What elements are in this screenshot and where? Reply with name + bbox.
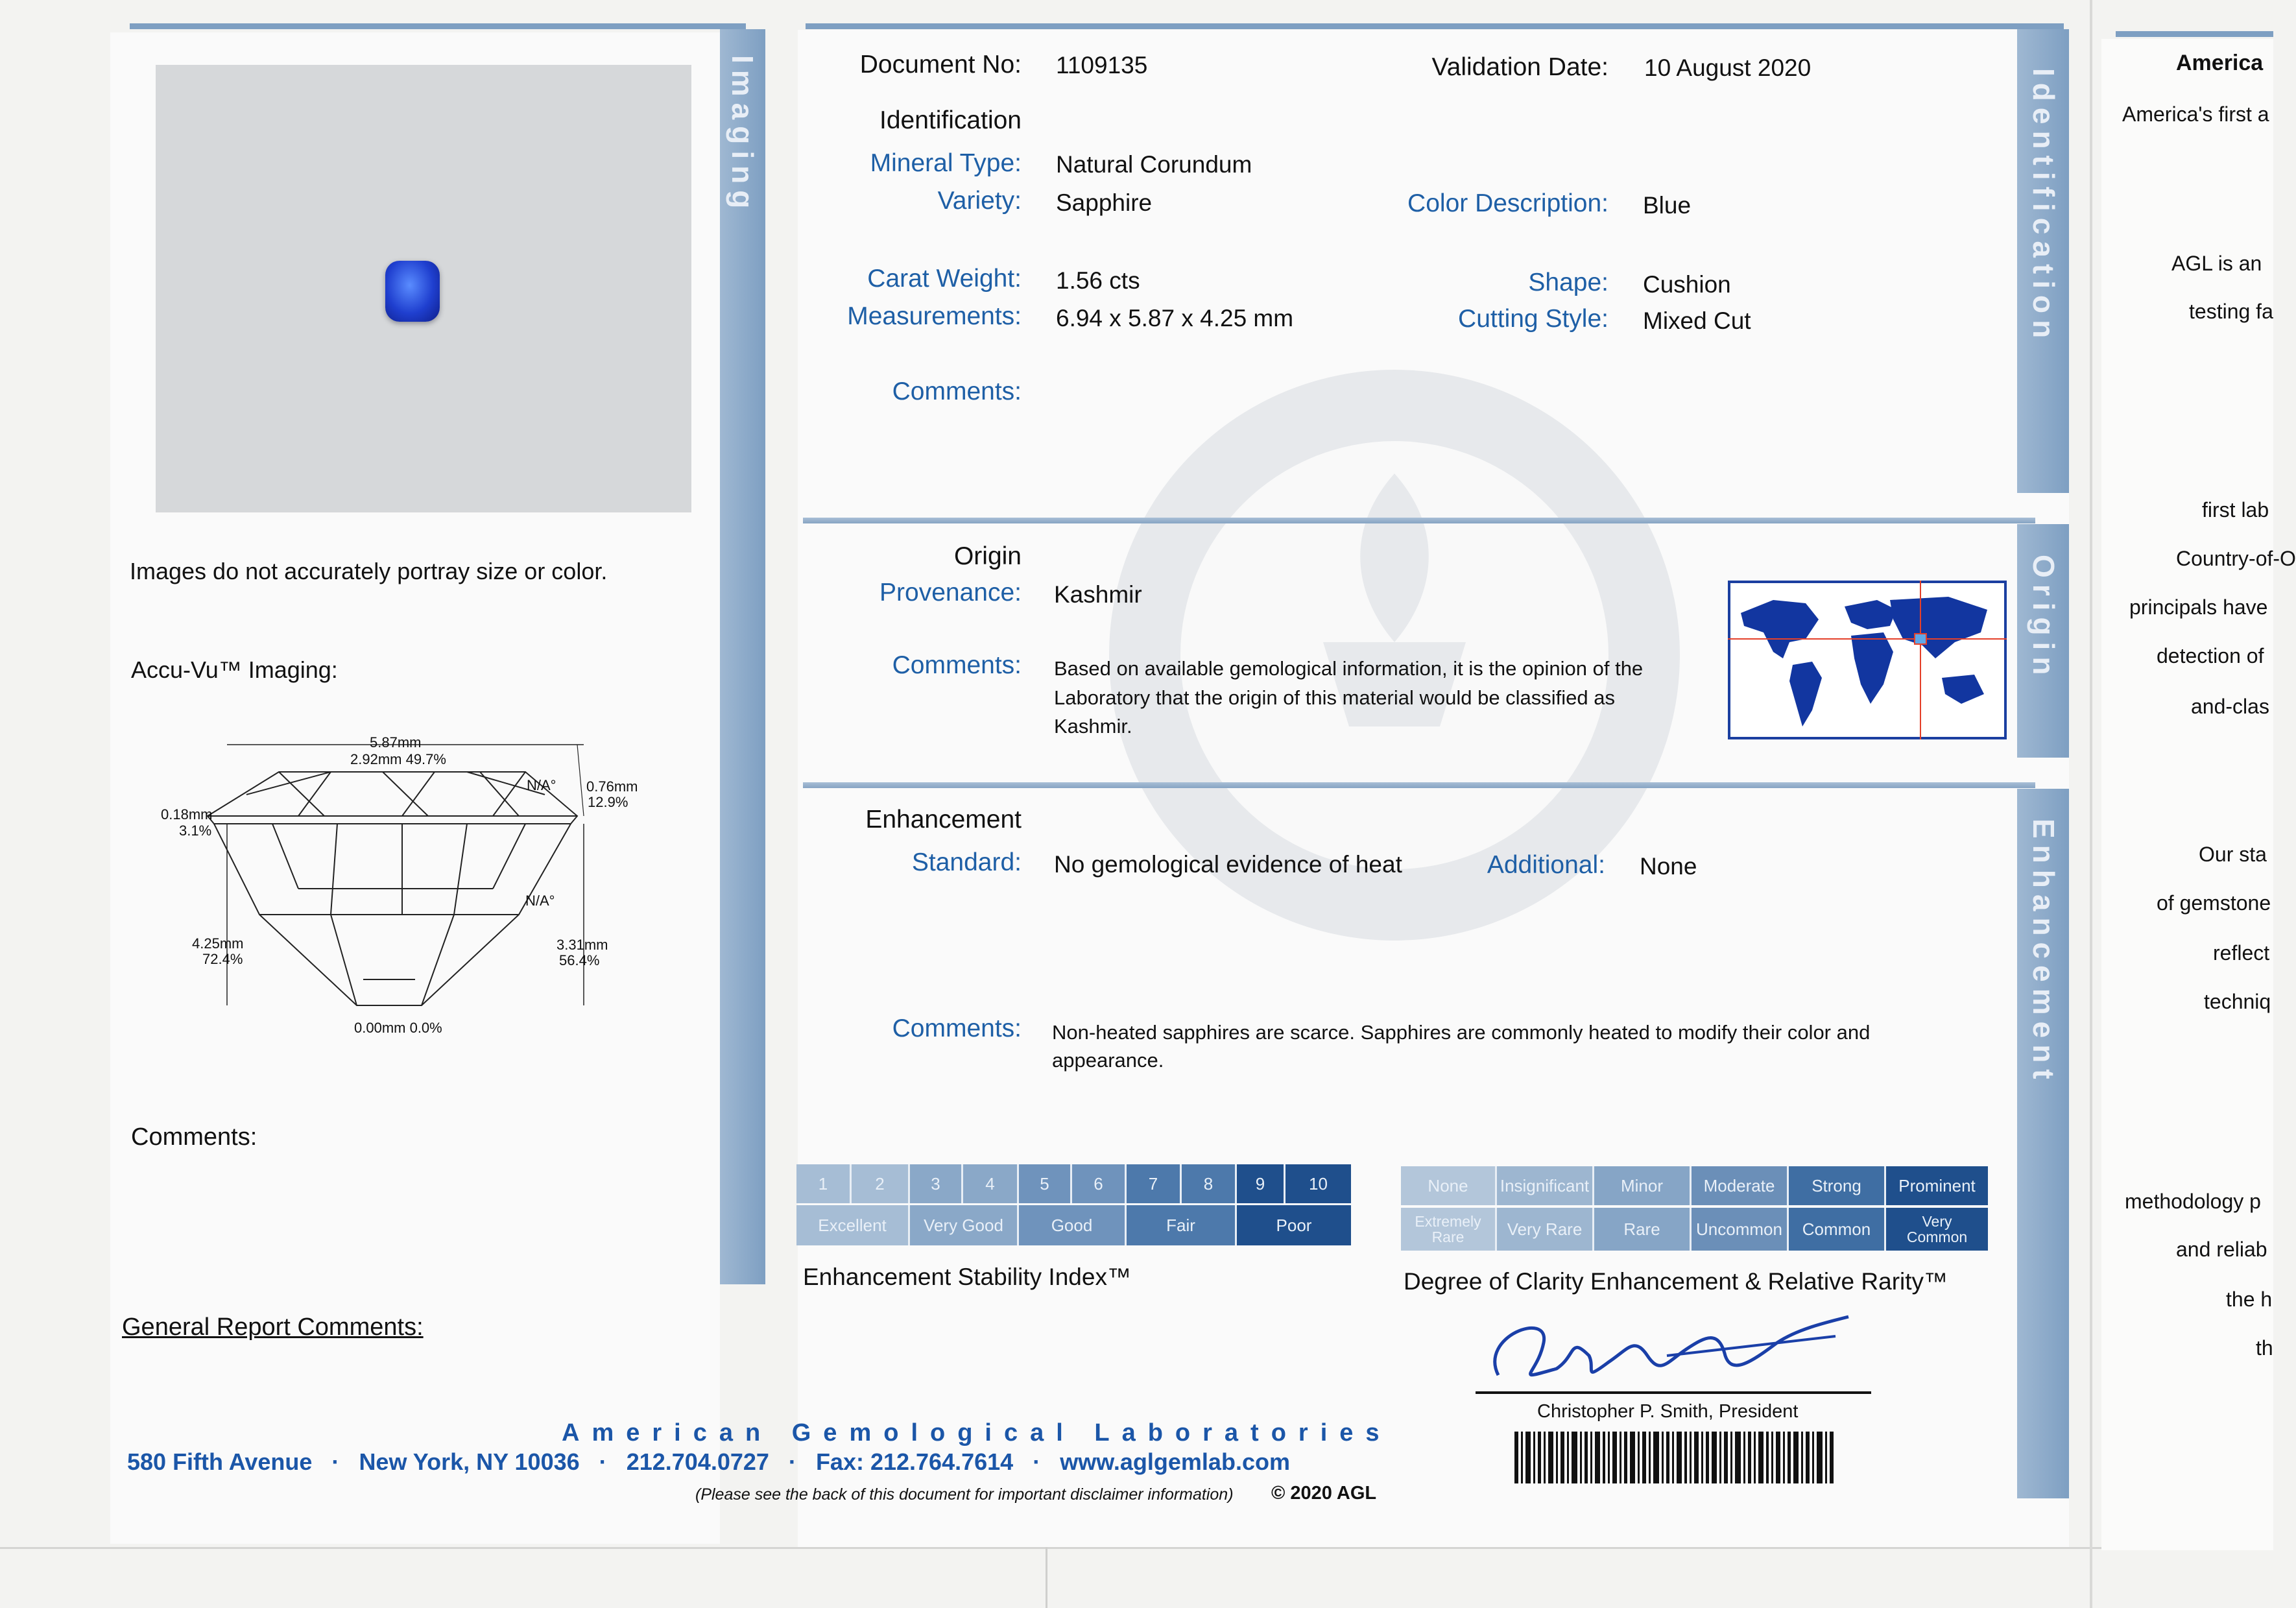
- provenance: Kashmir: [1054, 581, 1142, 608]
- back-line-1: America's first a: [2122, 102, 2269, 126]
- rarity-extremely-rare: Extremely Rare: [1401, 1208, 1497, 1251]
- color-description-label: Color Description:: [1407, 189, 1608, 217]
- footer-separator-1: ·: [318, 1448, 353, 1475]
- enhancement-tab-label: Enhancement: [2027, 819, 2061, 1086]
- footer-fax: Fax: 212.764.7614: [815, 1448, 1014, 1475]
- dim-total-depth: 4.25mm: [192, 935, 244, 952]
- standard-label: Standard:: [911, 848, 1022, 876]
- footer-city: New York, NY 10036: [359, 1448, 580, 1475]
- clarity-degrees: [1401, 1166, 1988, 1205]
- esi-3: 3: [910, 1164, 963, 1203]
- carat-weight-label: Carat Weight:: [867, 265, 1022, 293]
- stability-index-grades: [796, 1205, 1351, 1245]
- dim-pavilion-pct: 56.4%: [559, 952, 600, 968]
- origin-comments-line-1: Based on available gemological information, it is the opinion of the: [1054, 657, 1644, 680]
- dim-crown-height: 0.76mm: [586, 778, 638, 795]
- origin-heading: Origin: [953, 542, 1022, 570]
- back-panel-top-rule: [2116, 31, 2273, 37]
- validation-date-label: Validation Date:: [1431, 53, 1608, 81]
- signature-line: [1476, 1391, 1871, 1394]
- dim-crown-angle: N/A°: [527, 777, 556, 793]
- dim-pavilion-angle: N/A°: [525, 893, 555, 909]
- general-report-comments-label: General Report Comments:: [122, 1314, 424, 1341]
- rarity-rare: Rare: [1594, 1208, 1692, 1251]
- measurements: 6.94 x 5.87 x 4.25 mm: [1056, 305, 1294, 331]
- dim-crown-pct: 12.9%: [588, 794, 628, 810]
- footer-phone: 212.704.0727: [626, 1448, 769, 1475]
- back-line-2: AGL is an: [2171, 252, 2262, 275]
- sapphire-gem-image: [385, 261, 440, 322]
- rarity-very-common: Very Common: [1886, 1208, 1988, 1251]
- color-description: Blue: [1643, 192, 1692, 219]
- back-line-16: th: [2256, 1336, 2273, 1360]
- origin-comments-line-2: Laboratory that the origin of this material would be classified as: [1054, 686, 1616, 709]
- center-top-rule: [806, 23, 2064, 29]
- dim-girdle-pct: 3.1%: [179, 822, 212, 839]
- origin-comments-line-3: Kashmir.: [1054, 715, 1132, 738]
- back-line-10: of gemstone: [2157, 891, 2271, 915]
- esi-grade-good: Good: [1019, 1205, 1127, 1245]
- esi-6: 6: [1072, 1164, 1127, 1203]
- mineral-type: Natural Corundum: [1056, 151, 1252, 178]
- rarity-very-rare: Very Rare: [1497, 1208, 1594, 1251]
- accuvu-label: Accu-Vu™ Imaging:: [131, 656, 338, 683]
- dim-pavilion-depth: 3.31mm: [556, 937, 608, 953]
- clarity-insignificant: Insignificant: [1497, 1166, 1594, 1205]
- clarity-moderate: Moderate: [1692, 1166, 1789, 1205]
- imaging-comments-label: Comments:: [131, 1123, 257, 1151]
- stability-index-caption: Enhancement Stability Index™: [803, 1264, 1131, 1290]
- esi-grade-fair: Fair: [1127, 1205, 1237, 1245]
- barcode: [1514, 1432, 1839, 1483]
- dim-table: 2.92mm 49.7%: [350, 751, 446, 767]
- enhancement-comments-line-1: Non-heated sapphires are scarce. Sapphires are commonly heated to modify their color and: [1052, 1021, 1871, 1044]
- imaging-top-rule: [130, 23, 746, 29]
- esi-2: 2: [852, 1164, 910, 1203]
- dim-culet: 0.00mm 0.0%: [354, 1020, 442, 1036]
- imaging-tab-label: Imaging: [726, 55, 759, 215]
- mineral-type-label: Mineral Type:: [870, 149, 1022, 177]
- footer-separator-3: ·: [775, 1448, 809, 1475]
- back-panel-title: America: [2176, 51, 2264, 75]
- shape-label: Shape:: [1528, 269, 1608, 296]
- back-line-6: principals have: [2129, 595, 2268, 619]
- footer-disclaimer: (Please see the back of this document for important disclaimer information): [695, 1485, 1234, 1504]
- enhancement-divider: [803, 782, 2035, 788]
- clarity-none: None: [1401, 1166, 1497, 1205]
- clarity-prominent: Prominent: [1886, 1166, 1988, 1205]
- provenance-label: Provenance:: [879, 579, 1022, 606]
- additional: None: [1640, 853, 1697, 880]
- esi-grade-excellent: Excellent: [796, 1205, 910, 1245]
- back-line-3: testing fa: [2189, 300, 2273, 323]
- origin-divider: [803, 518, 2035, 523]
- back-line-12: techniq: [2204, 990, 2271, 1013]
- back-line-14: and reliab: [2176, 1238, 2267, 1261]
- footer-copyright: © 2020 AGL: [1271, 1483, 1377, 1504]
- clarity-strong: Strong: [1789, 1166, 1886, 1205]
- dim-top-width: 5.87mm: [370, 734, 422, 750]
- carat-weight: 1.56 cts: [1056, 267, 1140, 294]
- footer-separator-2: ·: [586, 1448, 620, 1475]
- esi-9: 9: [1237, 1164, 1286, 1203]
- clarity-caption: Degree of Clarity Enhancement & Relative Rarity™: [1404, 1268, 1948, 1295]
- origin-tab-label: Origin: [2027, 555, 2061, 682]
- clarity-rarity: [1401, 1208, 1988, 1251]
- enhancement-comments-label: Comments:: [892, 1014, 1022, 1042]
- additional-label: Additional:: [1487, 851, 1605, 879]
- back-line-8: and-clas: [2191, 695, 2269, 718]
- enhancement-comments-line-2: appearance.: [1052, 1049, 1164, 1072]
- esi-grade-very-good: Very Good: [910, 1205, 1019, 1245]
- rarity-uncommon: Uncommon: [1692, 1208, 1789, 1251]
- dim-girdle: 0.18mm: [161, 806, 213, 822]
- variety-label: Variety:: [937, 187, 1022, 215]
- enhancement-heading: Enhancement: [865, 806, 1022, 834]
- esi-10: 10: [1286, 1164, 1351, 1203]
- variety: Sapphire: [1056, 189, 1153, 216]
- esi-5: 5: [1019, 1164, 1072, 1203]
- cutting-style-label: Cutting Style:: [1458, 305, 1608, 333]
- footer-separator-4: ·: [1020, 1448, 1054, 1475]
- back-line-4: first lab: [2202, 498, 2269, 522]
- stability-index-numbers: [796, 1164, 1351, 1203]
- shape: Cushion: [1643, 271, 1731, 298]
- esi-4: 4: [963, 1164, 1019, 1203]
- back-line-11: reflect: [2213, 941, 2270, 965]
- back-line-15: the h: [2226, 1288, 2273, 1311]
- fold-line-right: [2090, 0, 2092, 1608]
- back-line-7: detection of: [2157, 644, 2264, 667]
- identification-comments-label: Comments:: [892, 378, 1022, 405]
- esi-8: 8: [1182, 1164, 1237, 1203]
- footer-company: American Gemological Laboratories: [562, 1419, 1392, 1446]
- measurements-label: Measurements:: [847, 302, 1022, 330]
- back-line-5: Country-of-O: [2176, 547, 2296, 570]
- world-map: [1728, 581, 2007, 739]
- validation-date: 10 August 2020: [1644, 54, 1812, 81]
- back-line-13: methodology p: [2125, 1190, 2261, 1213]
- esi-1: 1: [796, 1164, 852, 1203]
- esi-grade-poor: Poor: [1237, 1205, 1351, 1245]
- image-disclaimer: Images do not accurately portray size or color.: [130, 558, 608, 584]
- clarity-minor: Minor: [1594, 1166, 1692, 1205]
- cutting-style: Mixed Cut: [1643, 307, 1751, 334]
- origin-comments-label: Comments:: [892, 651, 1022, 679]
- standard: No gemological evidence of heat: [1054, 851, 1402, 878]
- footer-website[interactable]: www.aglgemlab.com: [1060, 1448, 1290, 1475]
- identification-heading: Identification: [879, 106, 1022, 134]
- fold-line-bottom: [0, 1547, 2273, 1549]
- signatory-name: Christopher P. Smith, President: [1537, 1401, 1799, 1422]
- rarity-common: Common: [1789, 1208, 1886, 1251]
- footer-address: 580 Fifth Avenue: [127, 1448, 313, 1475]
- esi-7: 7: [1127, 1164, 1182, 1203]
- fold-line-left: [1046, 1547, 1047, 1608]
- imaging-tab: [720, 29, 765, 1284]
- document-no: 1109135: [1056, 52, 1148, 78]
- footer-contact-line: [127, 1448, 1290, 1476]
- back-line-9: Our sta: [2199, 843, 2267, 866]
- document-no-label: Document No:: [859, 51, 1022, 78]
- identification-tab-label: Identification: [2027, 68, 2061, 345]
- dim-total-pct: 72.4%: [202, 951, 243, 967]
